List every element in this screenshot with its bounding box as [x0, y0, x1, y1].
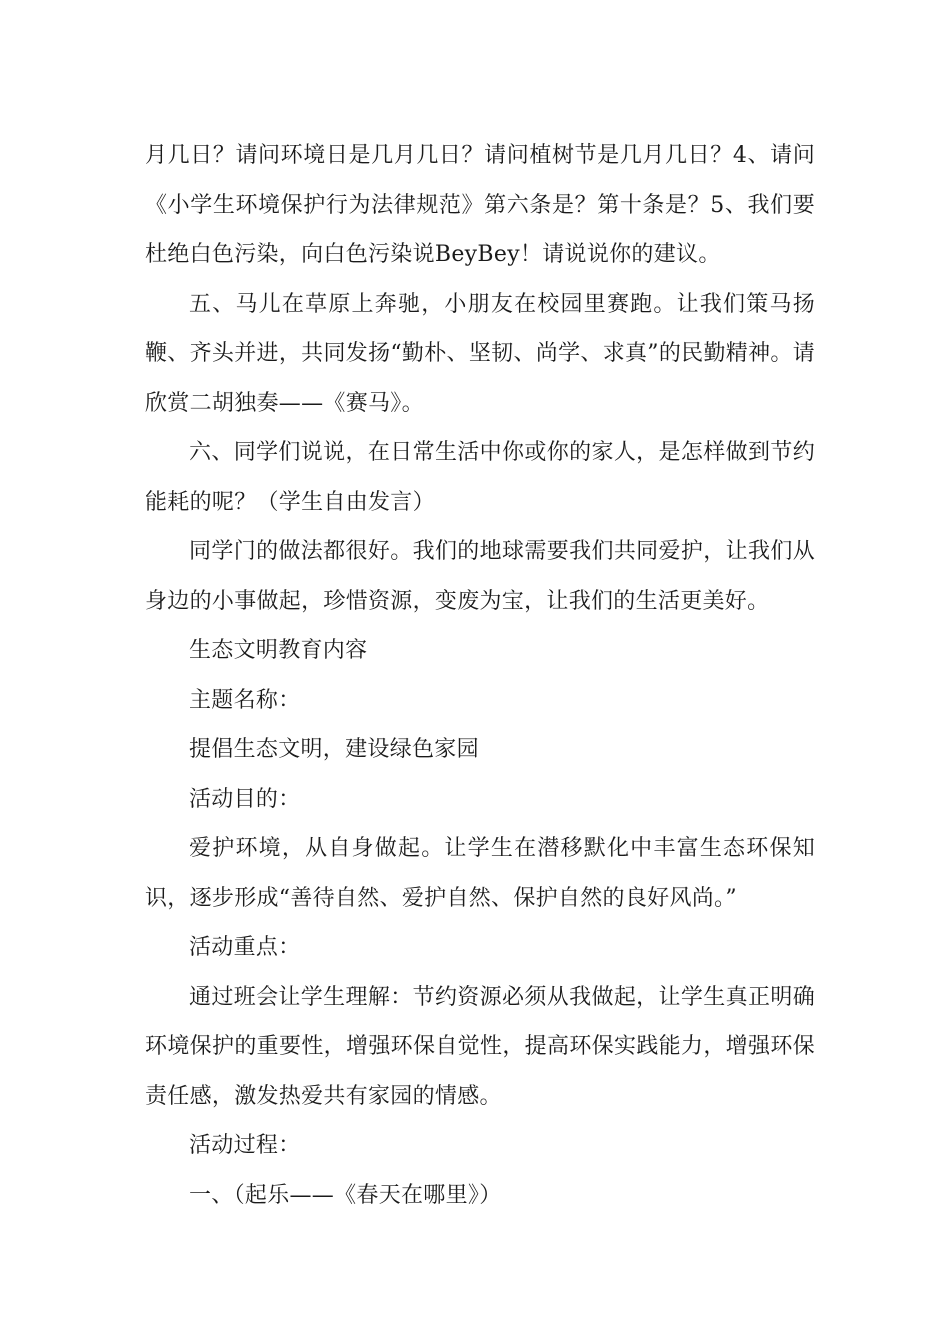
paragraph-energy-saving: 六、同学们说说，在日常生活中你或你的家人，是怎样做到节约能耗的呢？（学生自由发言） [145, 440, 815, 515]
paragraph-continuation: 月几日？请问环境日是几月几日？请问植树节是几月几日？4、请问《小学生环境保护行为法律规范》第六条是？第十条是？5、我们要杜绝白色污染，向白色污染说BeyBey！请说说你的建议。 [145, 143, 815, 267]
paragraph-summary: 同学门的做法都很好。我们的地球需要我们共同爱护，让我们从身边的小事做起，珍惜资源，变废为宝，让我们的生活更美好。 [145, 539, 815, 614]
label-focus: 活动重点： [189, 935, 301, 960]
section-heading: 生态文明教育内容 [189, 638, 368, 663]
paragraph-horse-race: 五、马儿在草原上奔驰，小朋友在校园里赛跑。让我们策马扬鞭、齐头并进，共同发扬“勤朴、坚韧、尚学、求真”的民勤精神。请欣赏二胡独奏——《赛马》。 [145, 291, 815, 416]
focus-text: 通过班会让学生理解：节约资源必须从我做起，让学生真正明确环境保护的重要性，增强环保自觉性，提高环保实践能力，增强环保责任感，激发热爱共有家园的情感。 [145, 984, 815, 1109]
theme-text: 提倡生态文明，建设绿色家园 [189, 737, 479, 762]
document-body [145, 131, 815, 1220]
label-process: 活动过程： [189, 1133, 301, 1158]
label-purpose: 活动目的： [189, 786, 301, 812]
process-step-one: 一、（起乐——《春天在哪里》） [189, 1182, 502, 1208]
purpose-text: 爱护环境，从自身做起。让学生在潜移默化中丰富生态环保知识，逐步形成“善待自然、爱护自然、保护自然的良好风尚。” [145, 836, 815, 911]
label-theme: 主题名称： [189, 687, 301, 713]
